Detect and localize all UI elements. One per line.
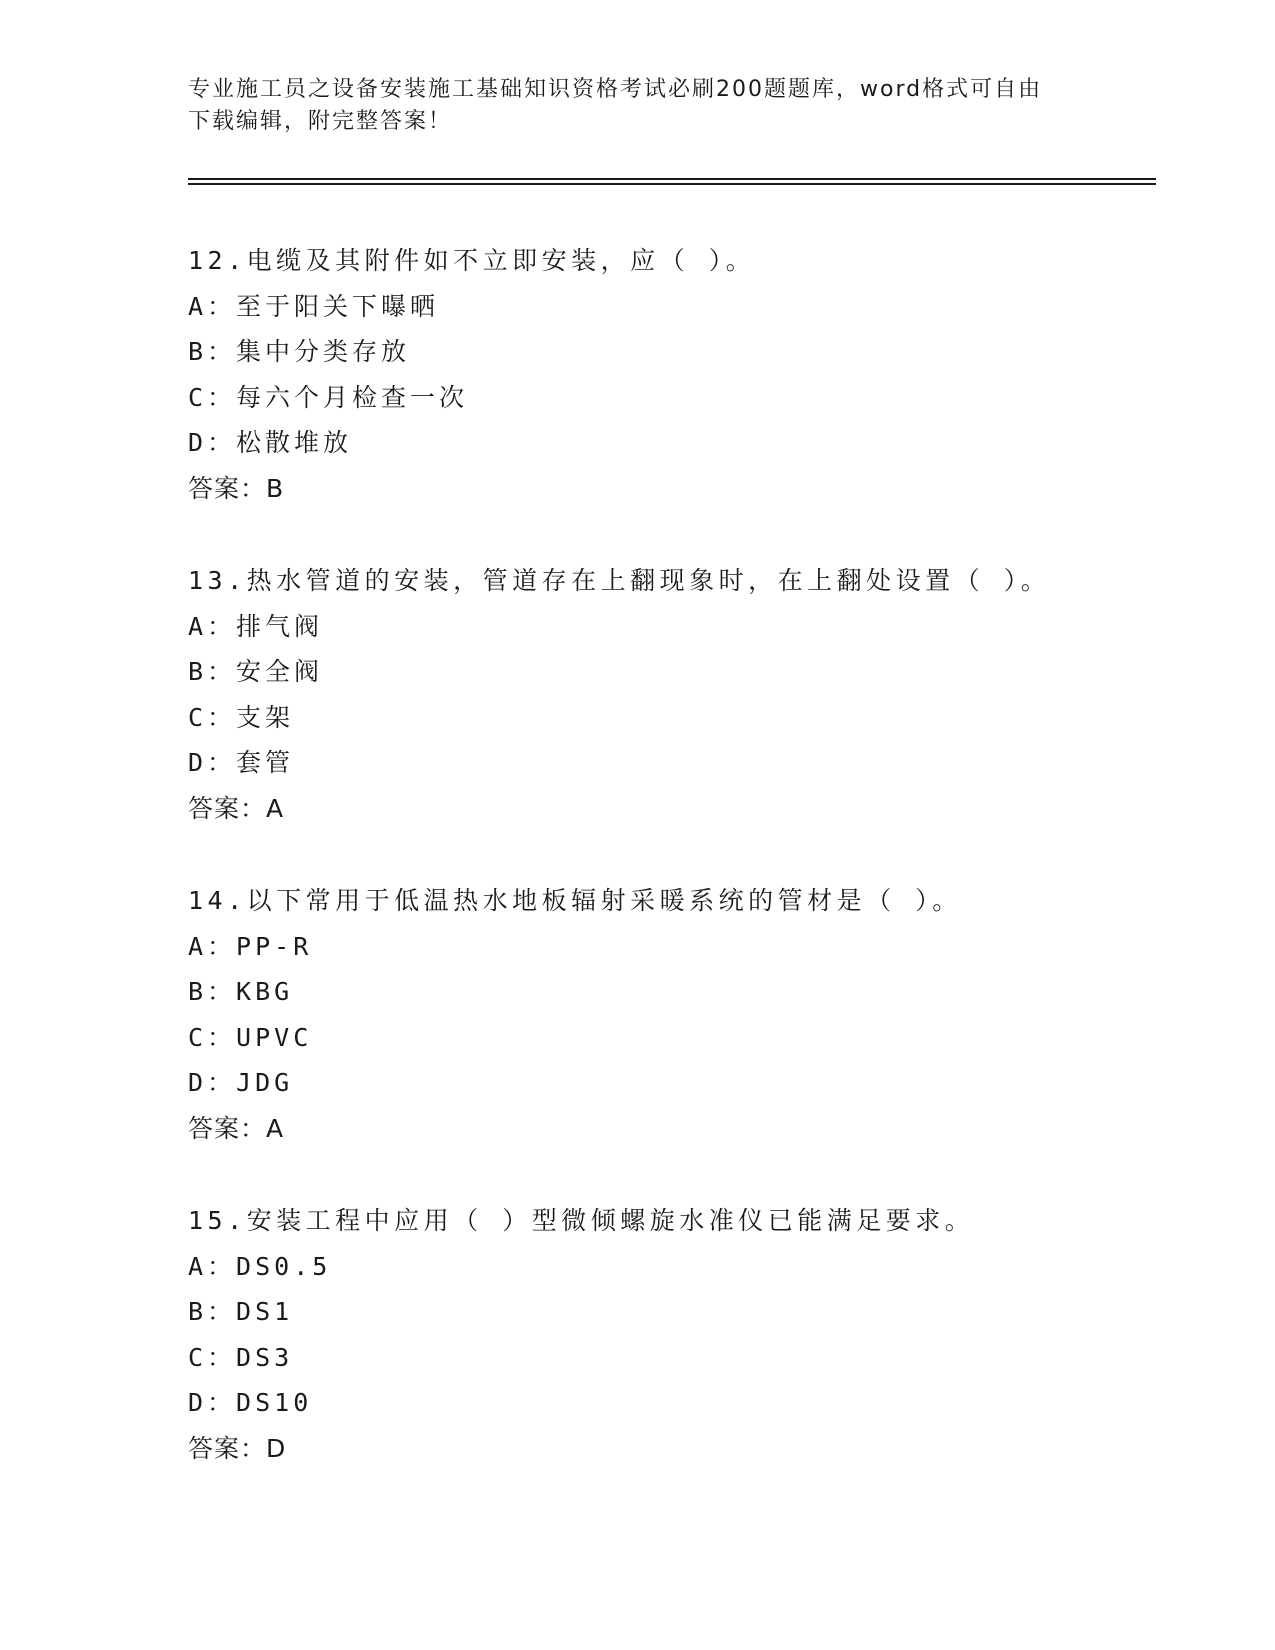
question-stem: 15.安装工程中应用（ ）型微倾螺旋水准仪已能满足要求。 <box>188 1206 975 1235</box>
question-stem: 13.热水管道的安装，管道存在上翻现象时，在上翻处设置（ ）。 <box>188 566 1051 595</box>
question-14 <box>188 878 1156 1198</box>
question-list <box>188 238 1156 1518</box>
question-15 <box>188 1198 1156 1518</box>
option-b: B：集中分类存放 <box>188 337 411 366</box>
option-b: B：KBG <box>188 977 294 1006</box>
option-b: B：安全阀 <box>188 657 324 686</box>
answer-line: 答案：A <box>188 793 285 823</box>
header-divider-bottom <box>188 183 1156 185</box>
option-c: C：支架 <box>188 702 295 732</box>
option-a: A：PP-R <box>188 931 313 961</box>
header-line-2: 下载编辑，附完整答案！ <box>188 109 453 134</box>
option-d: D：JDG <box>188 1068 294 1097</box>
option-b: B：DS1 <box>188 1297 294 1326</box>
header-divider-top <box>188 178 1156 180</box>
option-c: C：DS3 <box>188 1342 294 1372</box>
question-stem: 14.以下常用于低温热水地板辐射采暖系统的管材是（ ）。 <box>188 886 962 915</box>
question-13 <box>188 558 1156 878</box>
option-d: D：DS10 <box>188 1388 313 1417</box>
option-d: D：套管 <box>188 748 295 777</box>
header-line-1: 专业施工员之设备安装施工基础知识资格考试必刷200题题库，word格式可自由 <box>188 77 1043 102</box>
answer-line: 答案：A <box>188 1113 285 1143</box>
option-c: C：UPVC <box>188 1022 313 1052</box>
option-a: A：排气阀 <box>188 611 324 641</box>
question-12 <box>188 238 1156 558</box>
answer-line: 答案：B <box>188 473 285 503</box>
option-d: D：松散堆放 <box>188 428 353 457</box>
answer-line: 答案：D <box>188 1433 287 1463</box>
option-a: A：至于阳关下曝晒 <box>188 291 440 321</box>
option-c: C：每六个月检查一次 <box>188 382 469 412</box>
option-a: A：DS0.5 <box>188 1251 332 1281</box>
question-stem: 12.电缆及其附件如不立即安装，应（ ）。 <box>188 246 756 275</box>
document-header <box>188 74 1088 138</box>
